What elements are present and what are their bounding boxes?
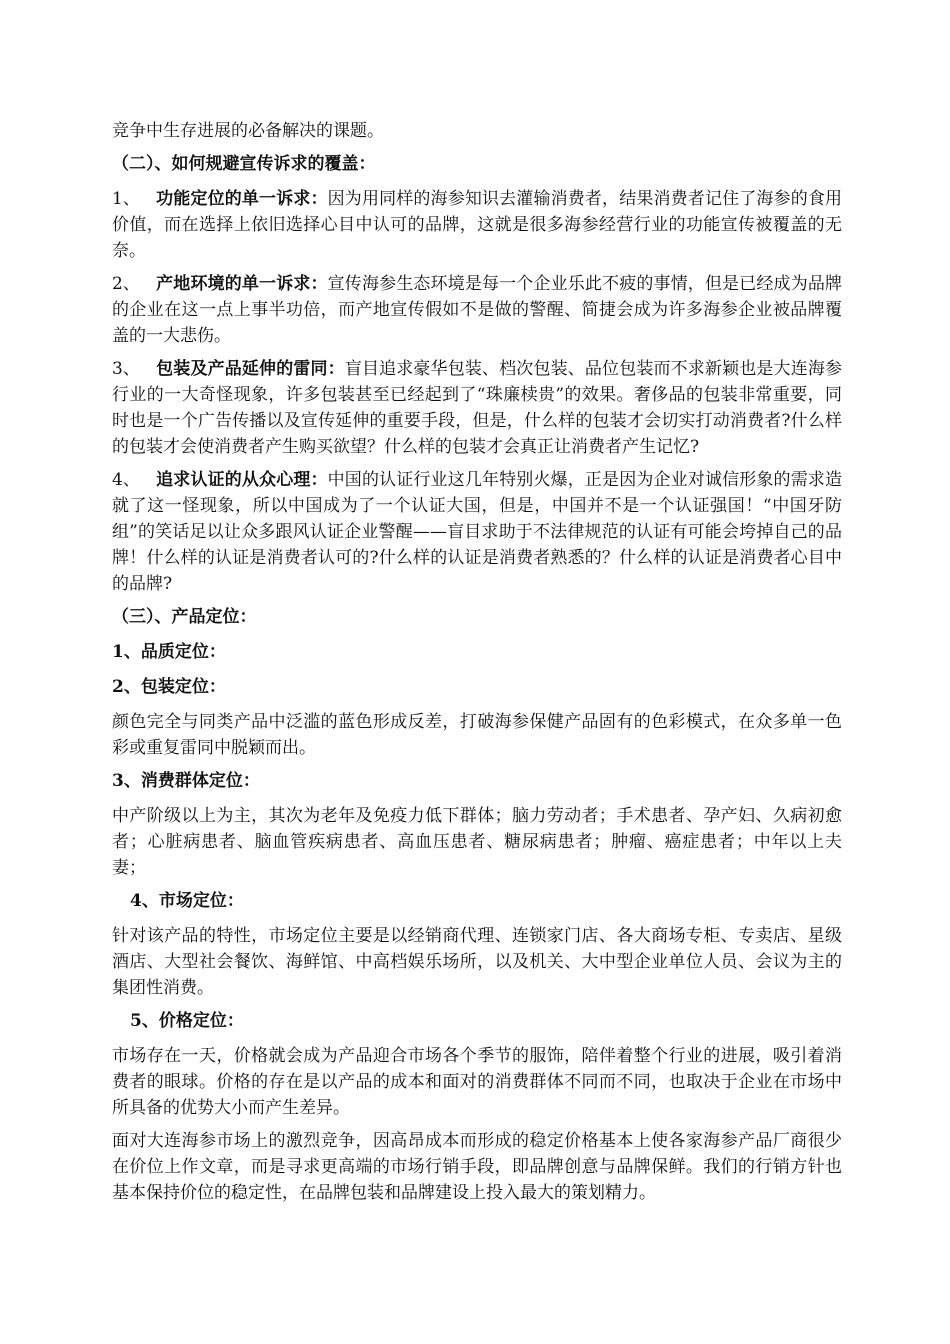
section3-title: （三）、产品定位： <box>112 607 257 627</box>
item-heading: 追求认证的从众心理： <box>156 470 328 490</box>
section2-title: （二）、如何规避宣传诉求的覆盖： <box>112 154 376 174</box>
item-heading: 功能定位的单一诉求： <box>156 189 328 209</box>
section2-item-4 <box>112 467 842 597</box>
section2-item-1 <box>112 186 842 264</box>
price-heading: 5、价格定位： <box>130 1011 244 1031</box>
quality-heading: 1、品质定位： <box>112 642 226 662</box>
section2-item-3 <box>112 356 842 460</box>
intro-line: 竞争中生存进展的必备解决的课题。 <box>112 121 384 141</box>
price-text-1: 市场存在一天，价格就会成为产品迎合市场各个季节的服饰，陪伴着整个行业的进展，吸引着消费者的眼球。价格的存在是以产品的成本和面对的消费群体不同而不同，也取决于企业在市场中所具备的优势大小而产生差异。 <box>112 1046 842 1118</box>
price-text-2: 面对大连海参市场上的激烈竞争，因高昂成本而形成的稳定价格基本上使各家海参产品厂商很少在价位上作文章，而是寻求更高端的市场行销手段，即品牌创意与品牌保鲜。我们的行销方针也基本保持价位的稳定性，在品牌包装和品牌建设上投入最大的策划精力。 <box>112 1131 842 1203</box>
section2-item-2 <box>112 271 842 349</box>
item-number: 2、 <box>112 274 140 294</box>
item-number: 3、 <box>112 359 140 379</box>
consumer-heading: 3、消费群体定位： <box>112 771 260 791</box>
packaging-text: 颜色完全与同类产品中泛滥的蓝色形成反差，打破海参保健产品固有的色彩模式，在众多单一色彩或重复雷同中脱颖而出。 <box>112 712 842 758</box>
item-number: 1、 <box>112 189 140 209</box>
item-text: 宣传海参生态环境是每一个企业乐此不疲的事情，但是已经成为品牌的企业在这一点上事半功倍，而产地宣传假如不是做的警醒、简捷会成为许多海参企业被品牌覆盖的一大悲伤。 <box>112 274 843 346</box>
market-heading: 4、市场定位： <box>130 891 244 911</box>
item-text: 盲目追求豪华包装、档次包装、品位包装而不求新颖也是大连海参行业的一大奇怪现象，许多包装甚至已经起到了“珠廉椟贵”的效果。奢侈品的包装非常重要，同时也是一个广告传播以及宣传延伸的重要手段，但是，什么样的包装才会切实打动消费者?什么样的包装才会使消费者产生购买欲望？什么样的包装才会真正让消费者产生记忆? <box>112 359 843 457</box>
consumer-text: 中产阶级以上为主，其次为老年及免疫力低下群体；脑力劳动者；手术患者、孕产妇、久病初愈者；心脏病患者、脑血管疾病患者、高血压患者、糖尿病患者；肿瘤、癌症患者；中年以上夫妻； <box>112 806 842 878</box>
item-text: 中国的认证行业这几年特别火爆，正是因为企业对诚信形象的需求造就了这一怪现象，所以中国成为了一个认证大国，但是，中国并不是一个认证强国！“中国牙防组”的笑话足以让众多跟风认证企业警醒——盲目求助于不法律规范的认证有可能会垮掉自己的品牌！什么样的认证是消费者认可的?什么样的认证是消费者熟悉的？什么样的认证是消费者心目中的品牌? <box>112 470 843 594</box>
item-number: 4、 <box>112 470 140 490</box>
packaging-heading: 2、包装定位： <box>112 677 226 697</box>
item-text: 因为用同样的海参知识去灌输消费者，结果消费者记住了海参的食用价值，而在选择上依旧选择心目中认可的品牌，这就是很多海参经营行业的功能宣传被覆盖的无奈。 <box>112 189 843 261</box>
item-heading: 包装及产品延伸的雷同： <box>156 359 345 379</box>
market-text: 针对该产品的特性，市场定位主要是以经销商代理、连锁家门店、各大商场专柜、专卖店、星级酒店、大型社会餐饮、海鲜馆、中高档娱乐场所，以及机关、大中型企业单位人员、会议为主的集团性消费。 <box>112 926 842 998</box>
document-page <box>112 118 842 1213</box>
item-heading: 产地环境的单一诉求： <box>156 274 328 294</box>
